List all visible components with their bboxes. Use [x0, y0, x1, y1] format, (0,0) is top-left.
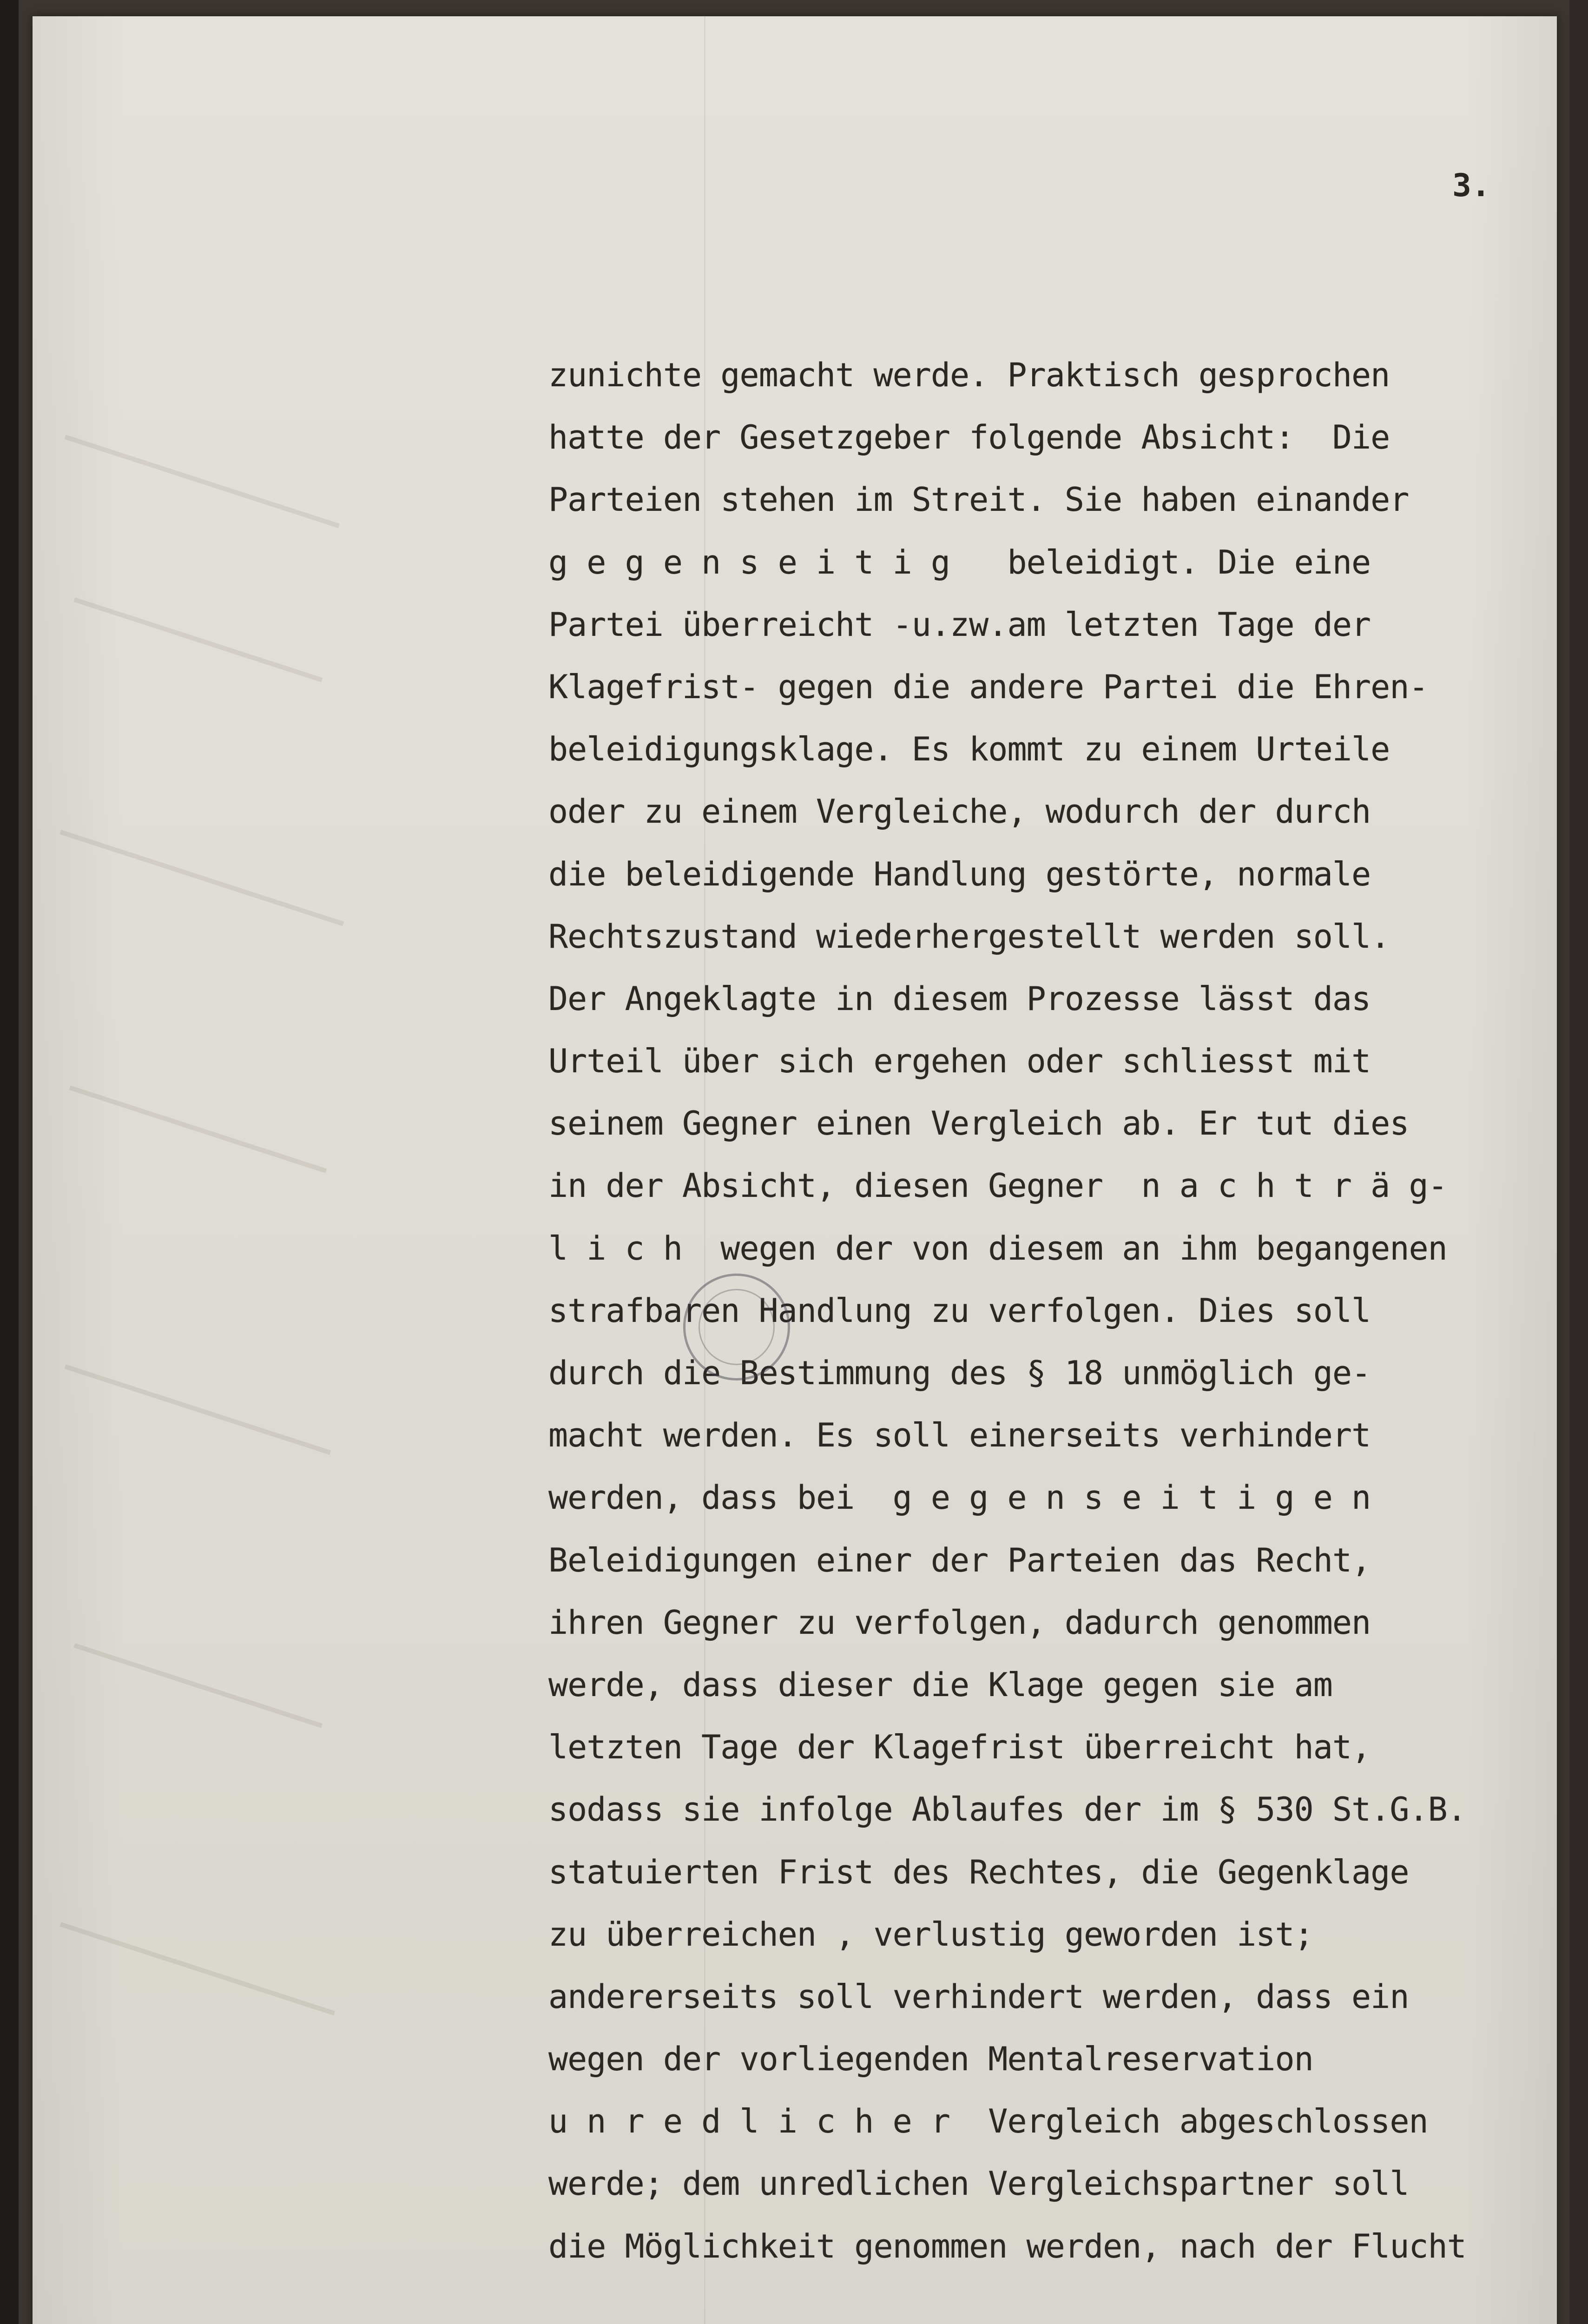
text-line: strafbaren Handlung zu verfolgen. Dies soll [548, 1291, 1371, 1330]
text-line: macht werden. Es soll einerseits verhindert [548, 1416, 1371, 1455]
text-line: zu überreichen , verlustig geworden ist; [548, 1915, 1313, 1954]
text-line: Urteil über sich ergehen oder schliesst mit [548, 1042, 1371, 1081]
underlying-sheet-edge [1569, 0, 1588, 2324]
text-line: ihren Gegner zu verfolgen, dadurch genommen [548, 1603, 1371, 1642]
text-line: Partei überreicht -u.zw.am letzten Tage der [548, 605, 1371, 644]
show-through-text [64, 435, 340, 528]
text-line: die beleidigende Handlung gestörte, normale [548, 855, 1371, 893]
text-line: Klagefrist- gegen die andere Partei die Ehren- [548, 667, 1428, 706]
text-line: l i c h wegen der von diesem an ihm begangenen [548, 1229, 1447, 1268]
text-line: hatte der Gesetzgeber folgende Absicht: Die [548, 418, 1390, 457]
text-line: werde; dem unredlichen Vergleichspartner soll [548, 2165, 1409, 2203]
archive-stamp [683, 1274, 790, 1380]
text-line: zunichte gemacht werde. Praktisch gesprochen [548, 356, 1390, 394]
text-line: werden, dass bei g e g e n s e i t i g e n [548, 1479, 1371, 1517]
text-line: oder zu einem Vergleiche, wodurch der durch [548, 792, 1371, 831]
show-through-text [69, 1085, 327, 1173]
show-through-text [59, 830, 344, 926]
text-line: beleidigungsklage. Es kommt zu einem Urteile [548, 730, 1390, 769]
text-line: letzten Tage der Klagefrist überreicht hat, [548, 1728, 1371, 1767]
text-line: sodass sie infolge Ablaufes der im § 530 St.G.B. [548, 1790, 1466, 1829]
text-line: wegen der vorliegenden Mentalreservation [548, 2040, 1313, 2079]
archive-stamp-inner-ring [698, 1289, 775, 1365]
text-line: statuierten Frist des Rechtes, die Gegenklage [548, 1853, 1409, 1891]
text-line: Rechtszustand wiederhergestellt werden soll. [548, 917, 1390, 956]
text-line: werde, dass dieser die Klage gegen sie am [548, 1665, 1332, 1704]
text-line: seinem Gegner einen Vergleich ab. Er tut dies [548, 1104, 1409, 1143]
text-line: in der Absicht, diesen Gegner n a c h t r ä g- [548, 1167, 1447, 1205]
text-line: g e g e n s e i t i g beleidigt. Die eine [548, 543, 1371, 581]
page-number: 3. [1452, 167, 1490, 204]
show-through-text [64, 1364, 331, 1455]
show-through-text [59, 1922, 335, 2015]
text-line: Beleidigungen einer der Parteien das Recht, [548, 1541, 1371, 1579]
binding-strip [0, 0, 19, 2324]
text-line: Der Angeklagte in diesem Prozesse lässt das [548, 979, 1371, 1018]
text-line: die Möglichkeit genommen werden, nach der Flucht [548, 2227, 1466, 2265]
show-through-text [73, 597, 323, 682]
text-line: durch die Bestimmung des § 18 unmöglich ge- [548, 1354, 1371, 1392]
text-line: u n r e d l i c h e r Vergleich abgeschlossen [548, 2102, 1428, 2141]
text-line: Parteien stehen im Streit. Sie haben einander [548, 481, 1409, 519]
show-through-text [73, 1643, 323, 1728]
text-line: andererseits soll verhindert werden, dass ein [548, 1977, 1409, 2016]
